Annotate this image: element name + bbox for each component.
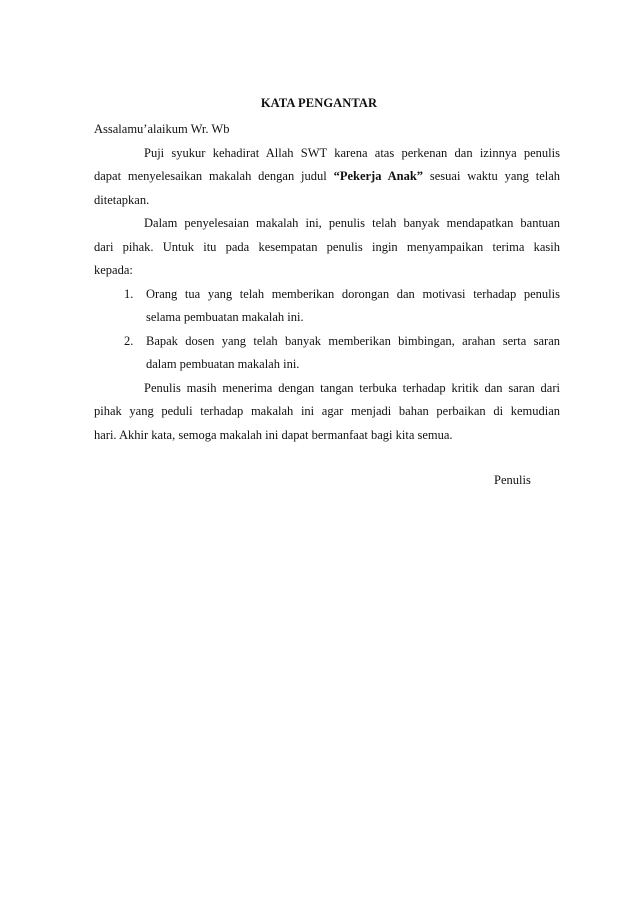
paragraph-2-line-2: dari pihak. Untuk itu pada kesempatan penulis ingin menyampaikan terima kasih	[94, 239, 560, 254]
list-item-1	[94, 283, 560, 307]
list-item-1-number: 1.	[124, 286, 134, 301]
list-item-1-line-2: selama pembuatan makalah ini.	[146, 310, 304, 324]
signature: Penulis	[494, 473, 531, 487]
list-item-2-line-1: Bapak dosen yang telah banyak memberikan bimbingan, arahan serta saran	[146, 333, 560, 348]
paragraph-3-line-2: pihak yang peduli terhadap makalah ini agar menjadi bahan perbaikan di kemudian	[94, 404, 560, 418]
paragraph-1-text-before-title: dapat menyelesaikan makalah dengan judul	[94, 169, 334, 183]
paragraph-2-line-3: kepada:	[94, 263, 133, 277]
paragraph-2-line-1: Dalam penyelesaian makalah ini, penulis telah banyak mendapatkan bantuan	[144, 216, 560, 230]
list-item-2-number: 2.	[124, 333, 134, 348]
paragraph-3-line-1: Penulis masih menerima dengan tangan terbuka terhadap kritik dan saran dari	[144, 380, 560, 395]
paragraph-1-line-2	[94, 165, 560, 189]
paragraph-1-text-after-title: sesuai waktu yang telah	[423, 169, 561, 183]
paper-title-emphasis: “Pekerja Anak”	[333, 169, 424, 183]
paragraph-3-line-3: hari. Akhir kata, semoga makalah ini dapat bermanfaat bagi kita semua.	[94, 427, 453, 442]
list-item-1-line-1: Orang tua yang telah memberikan dorongan dan motivasi terhadap penulis	[146, 286, 560, 301]
greeting: Assalamu’alaikum Wr. Wb	[94, 122, 230, 136]
document-body	[94, 118, 560, 447]
paragraph-1-line-1: Puji syukur kehadirat Allah SWT karena atas perkenan dan izinnya penulis	[144, 145, 560, 160]
list-item-2-line-2: dalam pembuatan makalah ini.	[146, 357, 300, 371]
list-item-2	[94, 330, 560, 354]
paragraph-1-line-3: ditetapkan.	[94, 192, 150, 207]
page-title: KATA PENGANTAR	[260, 96, 378, 110]
